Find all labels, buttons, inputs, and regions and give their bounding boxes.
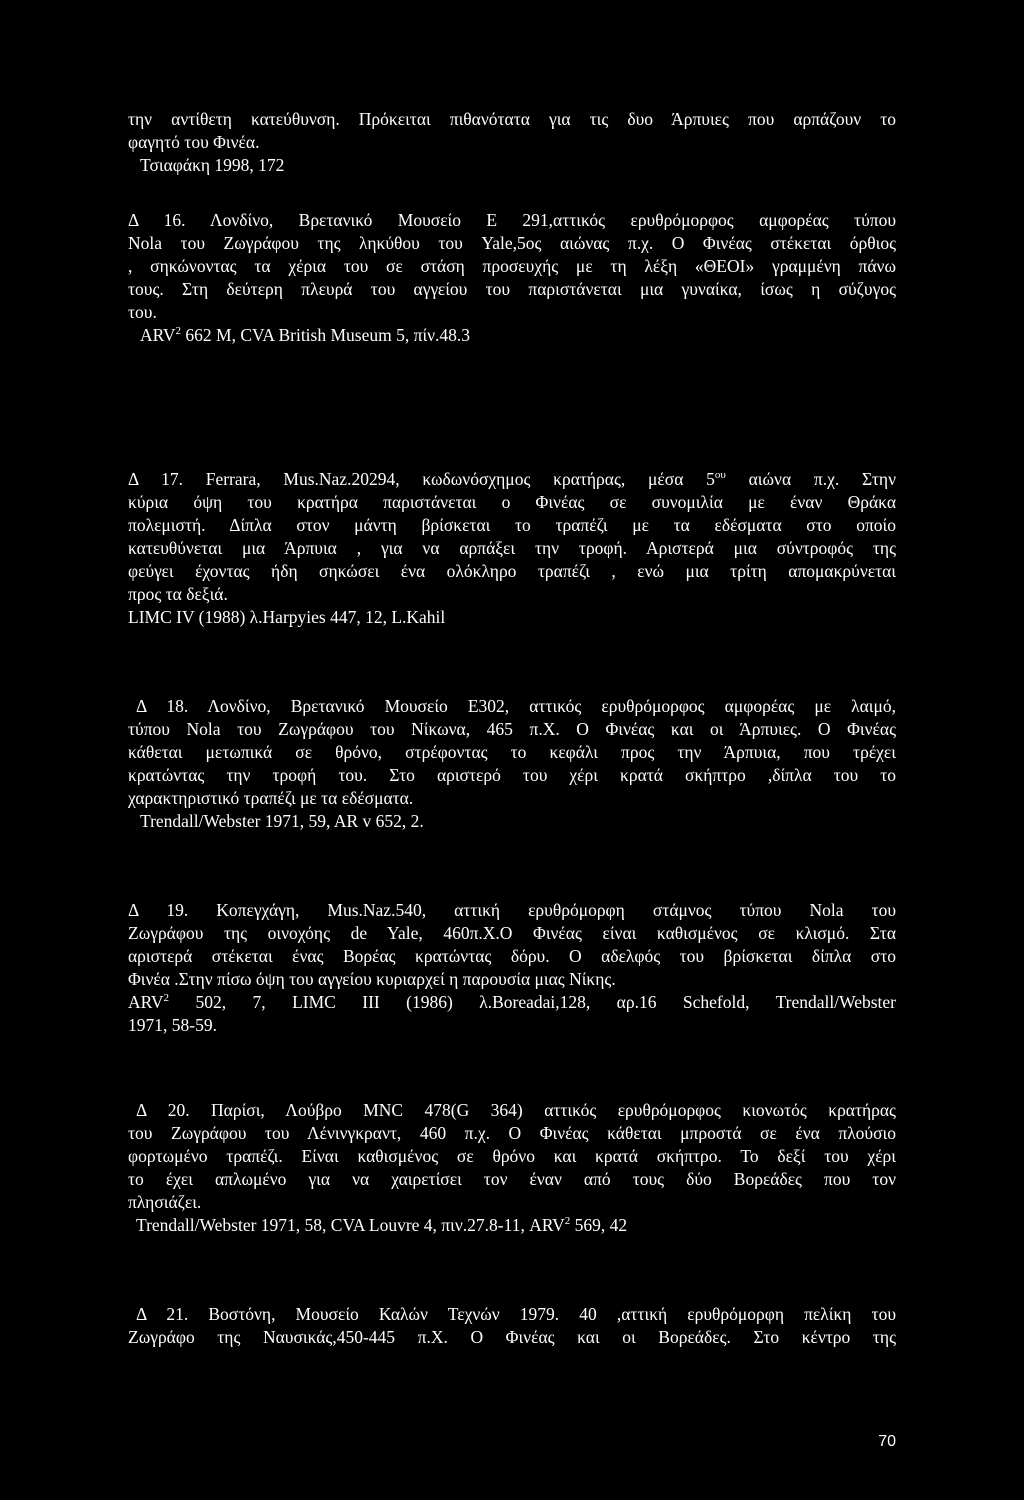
reference-line: ARV$^2$ 662 M, CVA British Museum 5, πίν.48.3 [140, 325, 471, 345]
text-line: τύπου Nola του Ζωγράφου του Νίκωνα, 465 π.Χ. Ο Φινέας και οι Άρπυιες. Ο Φινέας [128, 719, 896, 739]
text-line: φορτωμένο τραπέζι. Είναι καθισμένος σε θρόνο και κρατά σκήπτρο. Το δεξί του χέρι [128, 1146, 896, 1166]
text-line: προς τα δεξιά. [128, 584, 228, 604]
entry-d19 [128, 899, 896, 1037]
text-line: τους. Στη δεύτερη πλευρά του αγγείου του παριστάνεται μια γυναίκα, ίσως η σύζυγος [128, 279, 896, 299]
reference-line: ARV$^2$ 502, 7, LIMC III (1986) λ.Boreadai,128, αρ.16 Schefold, Trendall/Webster [128, 992, 896, 1012]
text-line: πολεμιστή. Δίπλα στον μάντη βρίσκεται το τραπέζι με τα εδέσματα στο οποίο [128, 515, 896, 535]
text-line: φαγητό του Φινέα. [128, 132, 260, 152]
text-line: το έχει απλωμένο για να χαιρετίσει τον έναν από τους δύο Βορεάδες που τον [128, 1169, 896, 1189]
reference-line: LIMC IV (1988) λ.Harpyies 447, 12, L.Kahil [128, 607, 446, 627]
entry-d18 [128, 695, 896, 833]
text-line: Φινέα .Στην πίσω όψη του αγγείου κυριαρχεί η παρουσία μιας Νίκης. [128, 969, 616, 989]
text-line: κρατώντας την τροφή του. Στο αριστερό του χέρι κρατά σκήπτρο ,δίπλα του το [128, 765, 896, 785]
text-line: Δ 19. Κοπεγχάγη, Mus.Naz.540, αττική ερυθρόμορφη στάμνος τύπου Nola του [128, 900, 896, 920]
text-line: κάθεται μετωπικά σε θρόνο, στρέφοντας το κεφάλι προς την Άρπυια, που τρέχει [128, 742, 896, 762]
text-line: Δ 20. Παρίσι, Λούβρο MNC 478(G 364) αττικός ερυθρόμορφος κιονωτός κρατήρας [136, 1100, 896, 1120]
text-line: , σηκώνοντας τα χέρια του σε στάση προσευχής με τη λέξη «ΘΕΟΙ» γραμμένη πάνω [128, 256, 896, 276]
text-line: κατευθύνεται μια Άρπυια , για να αρπάξει την τροφή. Αριστερά μια σύντροφός της [128, 538, 896, 558]
text-line: Δ 18. Λονδίνο, Βρετανικό Μουσείο Ε302, αττικός ερυθρόμορφος αμφορέας με λαιμό, [136, 696, 896, 716]
text-line: χαρακτηριστικό τραπέζι με τα εδέσματα. [128, 788, 414, 808]
text-line: του. [128, 302, 157, 322]
text-line: πλησιάζει. [128, 1192, 202, 1212]
text-line: Ζωγράφο της Ναυσικάς,450-445 π.Χ. Ο Φινέας και οι Βορεάδες. Στο κέντρο της [128, 1327, 896, 1347]
entry-d21 [128, 1303, 896, 1349]
reference-line: 1971, 58-59. [128, 1015, 217, 1035]
text-line: φεύγει έχοντας ήδη σηκώσει ένα ολόκληρο τραπέζι , ενώ μια τρίτη απομακρύνεται [128, 561, 896, 581]
text-line: την αντίθετη κατεύθυνση. Πρόκειται πιθανότατα για τις δυο Άρπυιες που αρπάζουν το [128, 109, 896, 129]
page-number: 70 [878, 1433, 896, 1450]
reference-line: Trendall/Webster 1971, 58, CVA Louvre 4, πιν.27.8-11, ARV$^2$ 569, 42 [136, 1215, 628, 1235]
text-line: κύρια όψη του κρατήρα παριστάνεται ο Φινέας σε συνομιλία με έναν Θράκα [128, 492, 896, 512]
text-line: του Ζωγράφου του Λένινγκραντ, 460 π.χ. Ο Φινέας κάθεται μπροστά σε ένα πλούσιο [128, 1123, 896, 1143]
entry-d17 [128, 468, 896, 629]
reference-line: Trendall/Webster 1971, 59, AR v 652, 2. [140, 811, 424, 831]
intro-paragraph [128, 108, 896, 177]
text-line: Δ 21. Βοστόνη, Μουσείο Καλών Τεχνών 1979. 40 ,αττική ερυθρόμορφη πελίκη του [136, 1304, 896, 1324]
text-line: Δ 16. Λονδίνο, Βρετανικό Μουσείο Ε 291,αττικός ερυθρόμορφος αμφορέας τύπου [128, 210, 896, 230]
text-line: Δ 17. Ferrara, Mus.Naz.20294, κωδωνόσχημος κρατήρας, μέσα $5^{o\upsilon}$ αιώνα π.χ. Στην [128, 469, 896, 489]
entry-d16 [128, 209, 896, 347]
text-line: Nola του Ζωγράφου της ληκύθου του Yale,5ος αιώνας π.χ. Ο Φινέας στέκεται όρθιος [128, 233, 896, 253]
reference-line: Τσιαφάκη 1998, 172 [140, 155, 285, 175]
entry-d20 [128, 1099, 896, 1237]
text-line: Ζωγράφου της οινοχόης de Yale, 460π.Χ.Ο Φινέας είναι καθισμένος σε κλισμό. Στα [128, 923, 896, 943]
text-line: αριστερά στέκεται ένας Βορέας κρατώντας δόρυ. Ο αδελφός του βρίσκεται δίπλα στο [128, 946, 896, 966]
